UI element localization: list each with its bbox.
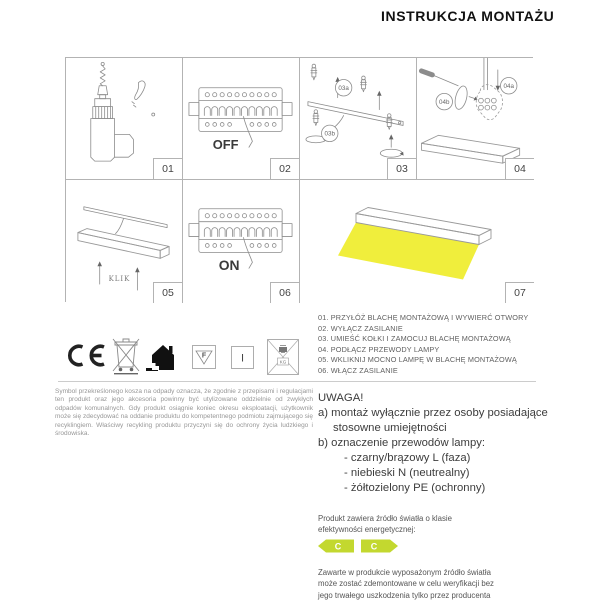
energy-class-letter: C: [370, 541, 378, 552]
step-line: 05. WKLIKNIJ MOCNO LAMPĘ W BLACHĘ MONTAŻOWĄ: [318, 355, 517, 365]
kg-crossed-square-icon: [267, 339, 299, 375]
steps-list: [318, 313, 528, 377]
panel-number: 03: [387, 158, 416, 179]
indoor-use-house-icon: [146, 341, 176, 373]
wire-spec-line: - niebieski N (neutrealny): [344, 467, 470, 479]
warning-line: a) montaż wyłącznie przez osoby posiadające: [318, 407, 548, 419]
energy-intro-line: Produkt zawiera źródło światła o klasie: [318, 514, 452, 523]
panel-06-power-on: [183, 180, 300, 303]
class-1-icon: [231, 346, 254, 369]
page-title: INSTRUKCJA MONTAŻU: [381, 8, 555, 24]
panel-number: 04: [505, 158, 534, 179]
panel-02-power-off: [183, 58, 300, 180]
panel-number: 01: [153, 158, 182, 179]
warning-heading: UWAGA!: [318, 392, 364, 404]
step-line: 04. PODŁĄCZ PRZEWODY LAMPY: [318, 344, 440, 354]
assembly-steps-grid: [65, 57, 533, 302]
switch-on-label: ON: [218, 257, 240, 274]
callout-03a: 03a: [338, 85, 349, 93]
energy-class-intro: [318, 513, 452, 535]
panel-04-connect-wires: [417, 58, 534, 180]
energy-intro-line: efektywności energetycznej:: [318, 525, 416, 534]
light-source-note: [318, 567, 494, 600]
switch-off-label: OFF: [212, 137, 239, 153]
panel-01-drill-holes: [66, 58, 183, 180]
step-line: 03. UMIEŚĆ KOŁKI I ZAMOCUJ BLACHĘ MONTAŻOWĄ: [318, 334, 511, 344]
class-label: I: [240, 352, 245, 365]
warning-line: b) oznaczenie przewodów lampy:: [318, 437, 486, 449]
f-triangle-icon: [192, 345, 216, 369]
klik-label: KLIK: [108, 275, 131, 284]
ce-mark-icon: [66, 343, 108, 368]
panel-number: 02: [270, 158, 299, 179]
energy-class-arrows: [317, 539, 401, 553]
weee-crossed-bin-icon: [112, 337, 140, 375]
lamp-light-illustration: [300, 180, 534, 303]
panel-number: 05: [153, 282, 182, 303]
panel-03-mount-plate: [300, 58, 417, 180]
energy-arrow-right-icon: [361, 540, 398, 553]
light-source-note-line: może zostać zdemontowane w celu weryfikacji bez: [318, 579, 494, 589]
callout-04a: 04a: [503, 83, 514, 91]
panel-07-lamp-on: [300, 180, 534, 303]
recycling-note: Symbol przekreślonego kosza na odpady oznacza, że zgodnie z przepisami i regulacjami ten produkt oraz jego akcesoria powinny być utylizowane oddzielnie od zwykłych odpadów komunalnych. Gdy produkt osiągnie koniec okresu eksploatacji, użytkownik może się zdecydować na oddanie produktu do kompetentnego podmiotu zajmującego się recyklingiem. Właściwy recykling produktu przyczyni się do ochrony życia ludzkiego i środowiska.: [55, 388, 313, 438]
section-divider: [58, 381, 536, 382]
step-line: 02. WYŁĄCZ ZASILANIE: [318, 323, 403, 333]
light-beam: [338, 223, 479, 280]
warning-line: stosowne umiejętności: [333, 422, 447, 434]
wire-spec-line: - żółtozielony PE (ochronny): [344, 482, 486, 494]
callout-03b: 03b: [324, 130, 335, 138]
warning-block: [318, 391, 548, 496]
f-label: F: [201, 352, 207, 360]
light-source-note-line: jego trwałego uszkodzenia tylko przez producenta: [318, 590, 491, 600]
panel-number: 07: [505, 282, 534, 303]
wire-spec-line: - czarny/brązowy L (faza): [344, 452, 471, 464]
step-line: 01. PRZYŁÓŻ BLACHĘ MONTAŻOWĄ I WYWIERĆ OTWORY: [318, 313, 529, 322]
panel-05-click-lamp: [66, 180, 183, 303]
kg-label: KG: [279, 359, 287, 365]
light-source-note-line: Zawarte w produkcie wyposażonym źródło światła: [318, 568, 491, 577]
callout-04b: 04b: [439, 98, 450, 106]
energy-class-letter: C: [334, 541, 342, 552]
step-line: 06. WŁĄCZ ZASILANIE: [318, 365, 398, 375]
panel-number: 06: [270, 282, 299, 303]
